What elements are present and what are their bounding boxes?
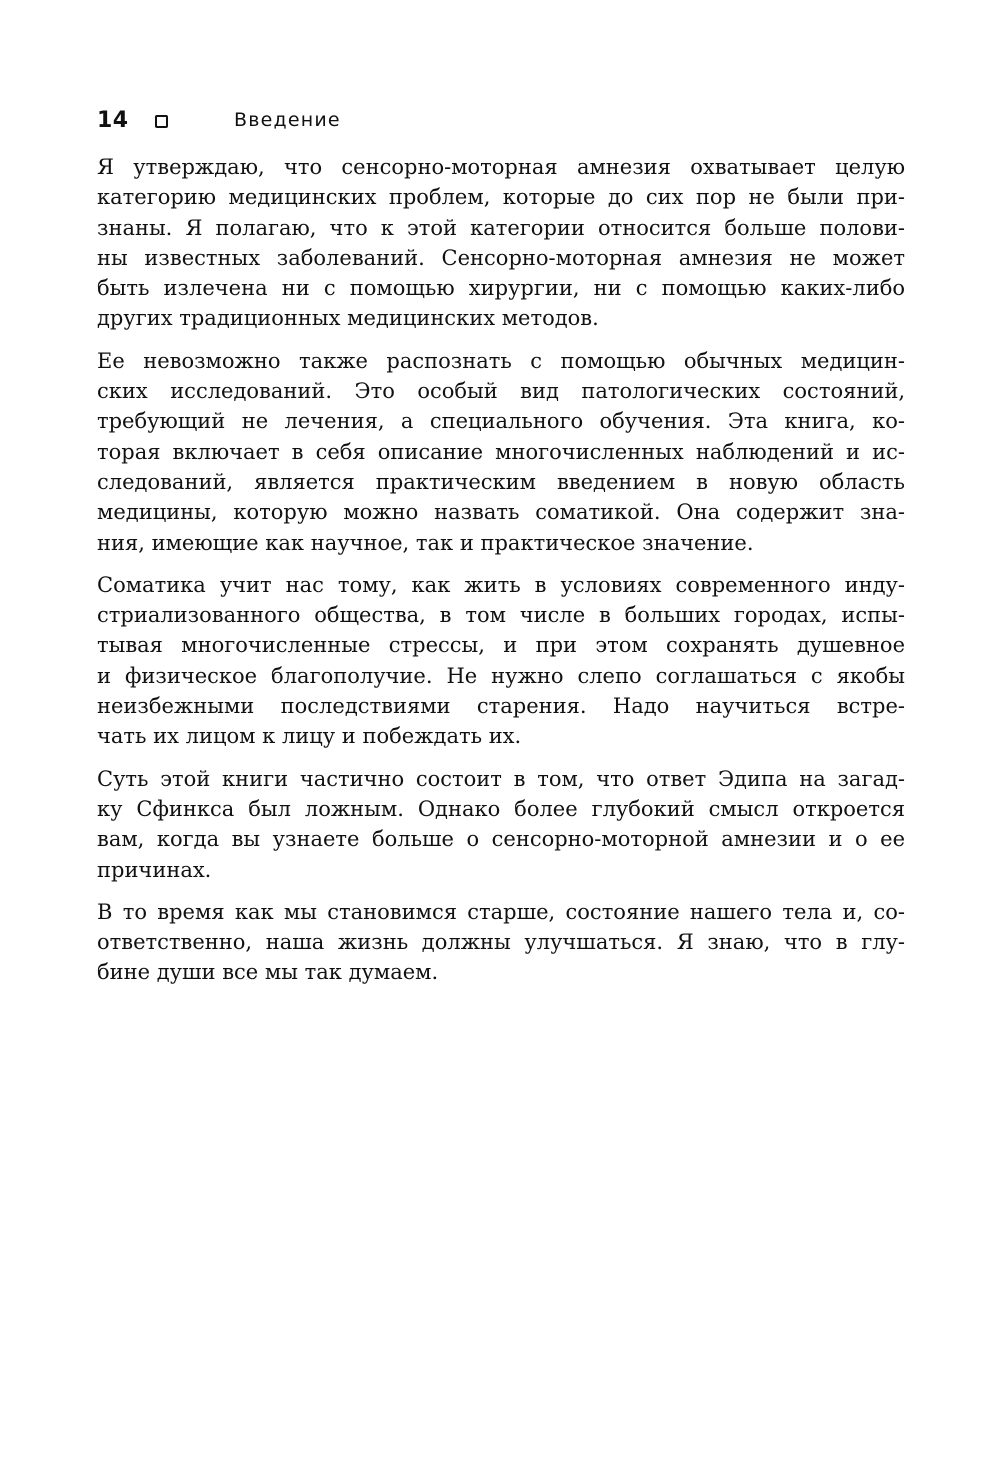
text-line: тывая многочисленные стрессы, и при этом сохранять душевное	[97, 633, 905, 658]
square-bullet-icon	[155, 115, 168, 128]
text-line: ку Сфинкса был ложным. Однако более глубокий смысл откроется	[97, 796, 905, 821]
text-line: и физическое благополучие. Не нужно слепо соглашаться с якобы	[97, 663, 905, 688]
book-page	[97, 104, 905, 1000]
paragraph-4	[97, 764, 905, 885]
text-line: быть излечена ни с помощью хирургии, ни с помощью каких-либо	[97, 276, 905, 301]
text-line: Я утверждаю, что сенсорно-моторная амнезия охватывает целую	[97, 155, 905, 179]
text-line: неизбежными последствиями старения. Надо научиться встре-	[97, 694, 905, 719]
text-line: торая включает в себя описание многочисленных наблюдений и ис-	[97, 439, 905, 464]
text-line: ответственно, наша жизнь должны улучшаться. Я знаю, что в глу-	[97, 930, 905, 955]
page-number: 14	[97, 107, 129, 133]
body-text	[97, 152, 905, 988]
running-header	[97, 104, 905, 136]
paragraph-5	[97, 897, 905, 988]
text-line: чать их лицом к лицу и побеждать их.	[97, 724, 522, 749]
text-line: категорию медицинских проблем, которые до сих пор не были при-	[97, 185, 905, 210]
text-line: знаны. Я полагаю, что к этой категории относится больше полови-	[97, 215, 905, 240]
section-title: Введение	[234, 109, 341, 131]
text-line: Соматика учит нас тому, как жить в условиях современного инду-	[97, 572, 905, 597]
text-line: медицины, которую можно назвать соматикой. Она содержит зна-	[97, 500, 905, 525]
paragraph-3	[97, 570, 905, 752]
text-line: Суть этой книги частично состоит в том, что ответ Эдипа на загад-	[97, 766, 905, 791]
text-line: требующий не лечения, а специального обучения. Эта книга, ко-	[97, 409, 905, 434]
text-line: других традиционных медицинских методов.	[97, 306, 599, 331]
text-line: вам, когда вы узнаете больше о сенсорно-моторной амнезии и о ее	[97, 827, 905, 852]
text-line: причинах.	[97, 857, 212, 882]
text-line: следований, является практическим введением в новую область	[97, 469, 905, 494]
paragraph-2	[97, 346, 905, 558]
paragraph-1	[97, 152, 905, 334]
text-line: ния, имеющие как научное, так и практическое значение.	[97, 530, 754, 555]
text-line: ских исследований. Это особый вид патологических состояний,	[97, 379, 905, 404]
text-line: стриализованного общества, в том числе в больших городах, испы-	[97, 603, 905, 628]
text-line: бине души все мы так думаем.	[97, 960, 439, 985]
text-line: ны известных заболеваний. Сенсорно-моторная амнезия не может	[97, 245, 905, 270]
text-line: В то время как мы становимся старше, состояние нашего тела и, со-	[97, 899, 905, 924]
text-line: Ее невозможно также распознать с помощью обычных медицин-	[97, 348, 905, 373]
